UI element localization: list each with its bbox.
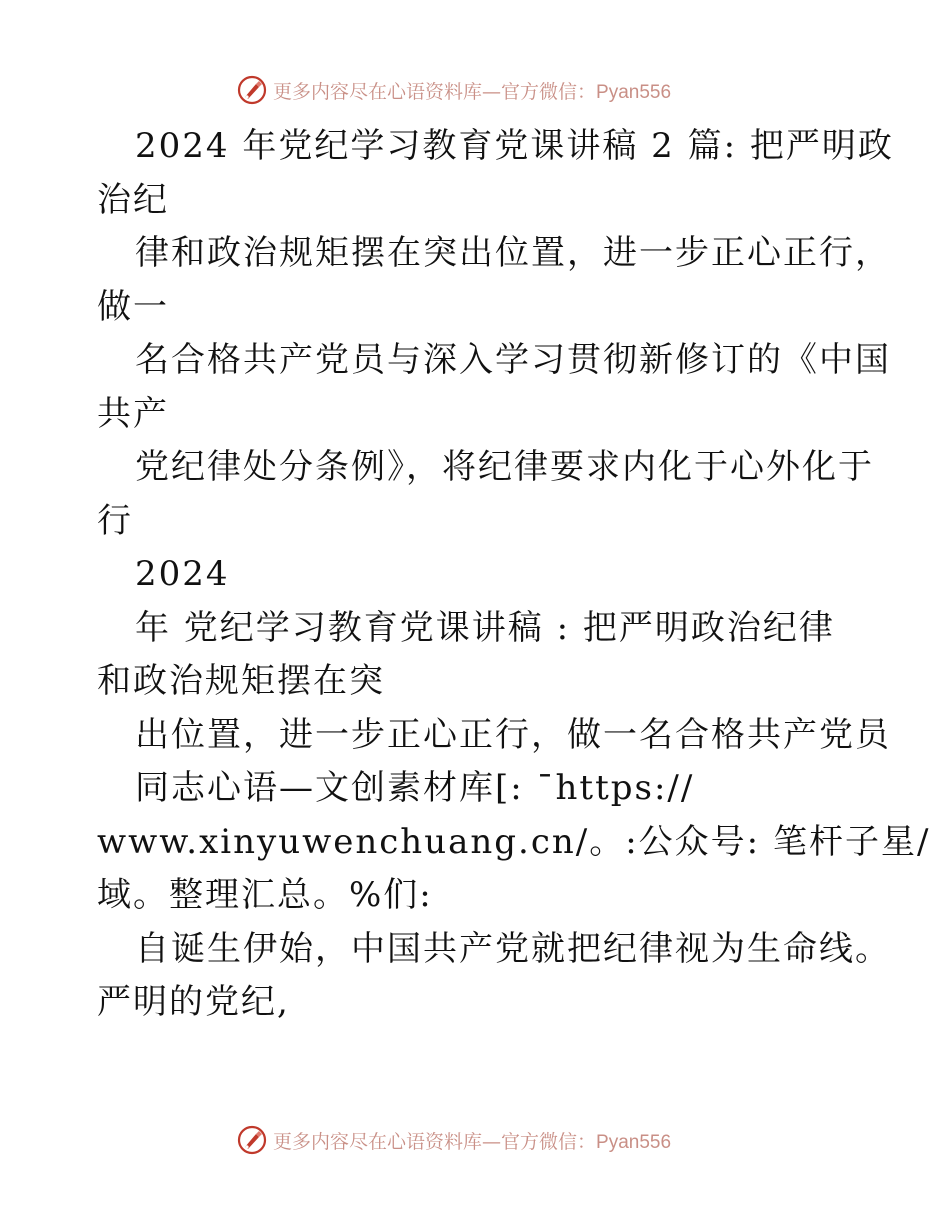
- pen-logo-icon: [237, 1125, 267, 1155]
- watermark-text: 更多内容尽在心语资料库—官方微信：Pyan556: [273, 80, 672, 103]
- paragraph-line: 严明的党纪,: [97, 982, 290, 1022]
- header-watermark: [237, 72, 717, 108]
- paragraph-line: 共产: [97, 393, 169, 434]
- paragraph-line: 党纪律处分条例》，将纪律要求内化于心外化于: [135, 447, 874, 487]
- paragraph-line: 名合格共产党员与深入学习贯彻新修订的《中国: [135, 340, 891, 380]
- paragraph-line: 行: [97, 500, 133, 541]
- paragraph-line: 律和政治规矩摆在突出位置，进一步正心正行，: [135, 233, 891, 273]
- paragraph-line: 同志心语—文创素材库[: ¯https://: [135, 768, 695, 808]
- paragraph-line: 域。整理汇总。%们:: [97, 875, 433, 915]
- paragraph-line: 年 党纪学习教育党课讲稿 : 把严明政治纪律: [135, 607, 835, 648]
- watermark-text: 更多内容尽在心语资料库—官方微信：Pyan556: [273, 1130, 672, 1153]
- paragraph-line: 2024: [135, 554, 230, 594]
- paragraph-line: 和政治规矩摆在突: [97, 661, 385, 701]
- paragraph-line: 治纪: [97, 179, 169, 220]
- paragraph-line: 自诞生伊始，中国共产党就把纪律视为生命线。: [135, 928, 891, 969]
- paragraph-line: 出位置，进一步正心正行，做一名合格共产党员: [135, 714, 891, 755]
- paragraph-line: 做一: [97, 286, 169, 327]
- document-body: [97, 120, 931, 1030]
- paragraph-line: www.xinyuwenchuang.cn/。:公众号: 笔杆子星/: [97, 821, 931, 862]
- pen-logo-icon: [237, 75, 267, 105]
- footer-watermark: [237, 1122, 717, 1158]
- paragraph-line: 2024 年党纪学习教育党课讲稿 2 篇: 把严明政: [135, 126, 894, 166]
